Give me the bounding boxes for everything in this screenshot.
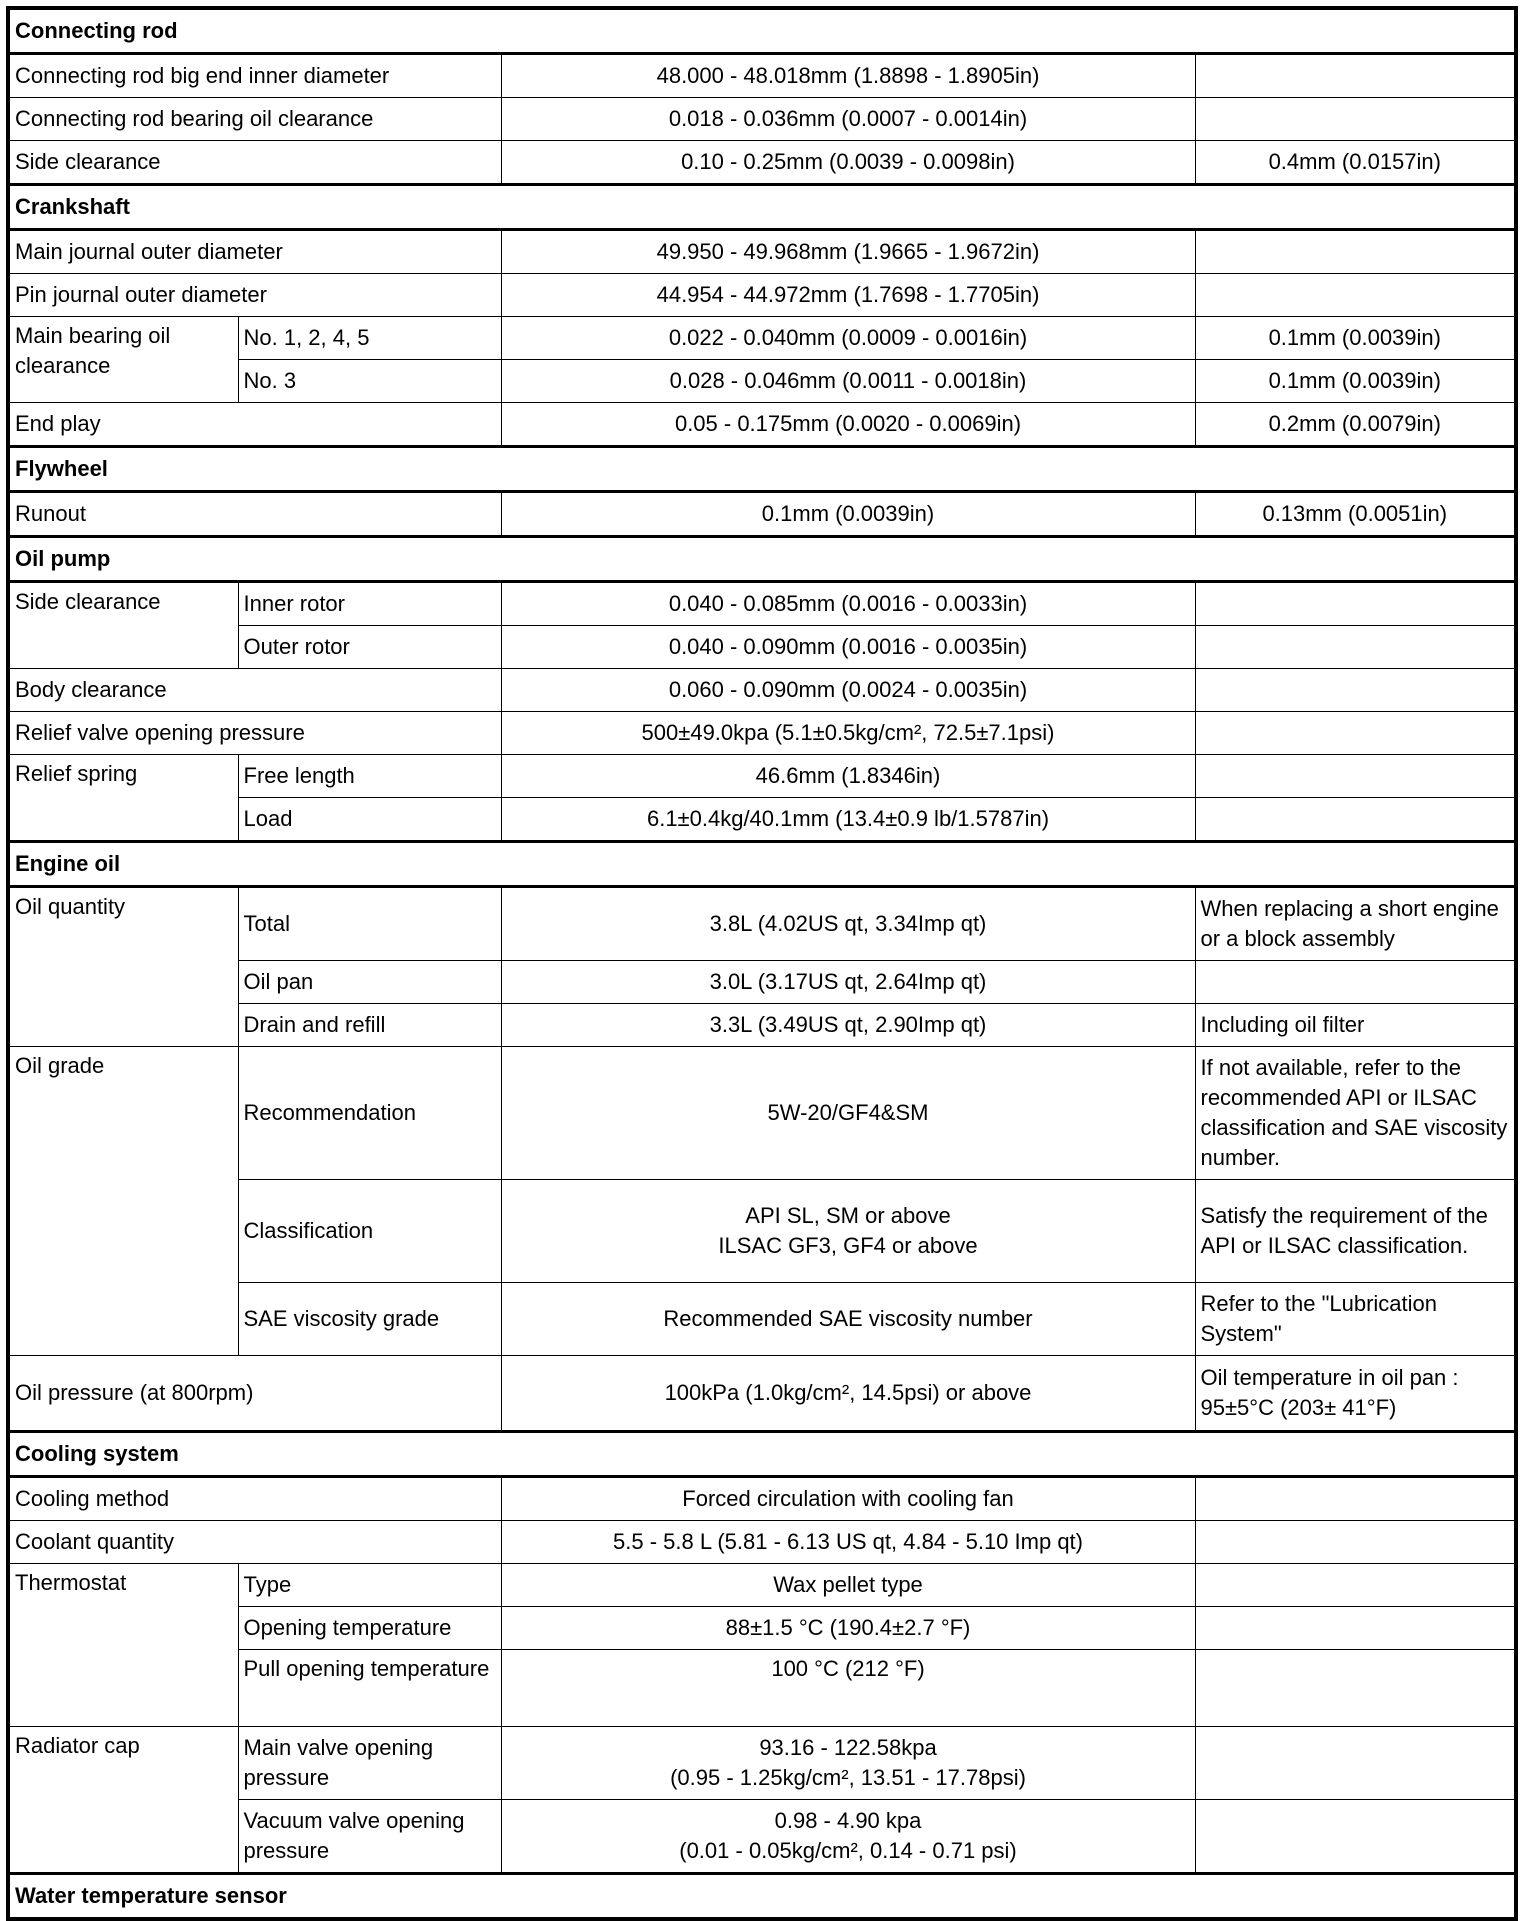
sub-label: Total <box>238 887 501 961</box>
spec-value: 0.1mm (0.0039in) <box>501 492 1195 537</box>
section-title: Cooling system <box>8 1432 1516 1477</box>
table-row <box>8 712 1516 755</box>
note <box>1195 1356 1516 1432</box>
spec-value: Recommended SAE viscosity number <box>501 1283 1195 1356</box>
spec-value: 0.018 - 0.036mm (0.0007 - 0.0014in) <box>501 98 1195 141</box>
table-row <box>8 54 1516 98</box>
section-oil-pump <box>8 537 1516 582</box>
limit-value <box>1195 798 1516 842</box>
limit-value <box>1195 274 1516 317</box>
note <box>1195 961 1516 1004</box>
spec-value: 0.040 - 0.085mm (0.0016 - 0.0033in) <box>501 582 1195 626</box>
limit-value <box>1195 669 1516 712</box>
sub-label: Recommendation <box>238 1047 501 1180</box>
spec-value <box>501 1727 1195 1800</box>
sub-label: Load <box>238 798 501 842</box>
section-crankshaft <box>8 185 1516 230</box>
sub-label: Outer rotor <box>238 626 501 669</box>
limit-value <box>1195 98 1516 141</box>
spec-value: 46.6mm (1.8346in) <box>501 755 1195 798</box>
section-title: Water temperature sensor <box>8 1874 1516 1920</box>
specification-table <box>6 6 1518 1921</box>
note: When replacing a short engine or a block assembly <box>1195 887 1516 961</box>
spec-value-line: 93.16 - 122.58kpa <box>759 1735 937 1760</box>
sub-label: Main valve opening pressure <box>238 1727 501 1800</box>
row-label: Connecting rod bearing oil clearance <box>8 98 501 141</box>
section-connecting-rod <box>8 8 1516 54</box>
row-label: Oil grade <box>8 1047 238 1356</box>
row-label: Side clearance <box>8 582 238 669</box>
spec-value: 5W-20/GF4&SM <box>501 1047 1195 1180</box>
sub-label: Opening temperature <box>238 1607 501 1650</box>
limit-value <box>1195 712 1516 755</box>
spec-value: 48.000 - 48.018mm (1.8898 - 1.8905in) <box>501 54 1195 98</box>
spec-value: 3.8L (4.02US qt, 3.34Imp qt) <box>501 887 1195 961</box>
section-flywheel <box>8 447 1516 492</box>
limit-value <box>1195 755 1516 798</box>
table-row <box>8 582 1516 626</box>
row-label: Main bearing oil clearance <box>8 317 238 403</box>
sub-label: No. 1, 2, 4, 5 <box>238 317 501 360</box>
limit-value: 0.13mm (0.0051in) <box>1195 492 1516 537</box>
spec-value: 49.950 - 49.968mm (1.9665 - 1.9672in) <box>501 230 1195 274</box>
table-row <box>8 141 1516 185</box>
sub-label: Free length <box>238 755 501 798</box>
section-title: Oil pump <box>8 537 1516 582</box>
row-label: Main journal outer diameter <box>8 230 501 274</box>
note: If not available, refer to the recommended API or ILSAC classification and SAE viscosity number. <box>1195 1047 1516 1180</box>
sub-label: No. 3 <box>238 360 501 403</box>
spec-value-line: ILSAC GF3, GF4 or above <box>718 1233 978 1258</box>
spec-value: 0.060 - 0.090mm (0.0024 - 0.0035in) <box>501 669 1195 712</box>
limit-value <box>1195 54 1516 98</box>
spec-value: 3.0L (3.17US qt, 2.64Imp qt) <box>501 961 1195 1004</box>
limit-value: 0.2mm (0.0079in) <box>1195 403 1516 447</box>
note <box>1195 1607 1516 1650</box>
spec-value: 0.05 - 0.175mm (0.0020 - 0.0069in) <box>501 403 1195 447</box>
table-row <box>8 669 1516 712</box>
note-line: Oil temperature in oil pan : <box>1200 1365 1459 1390</box>
note <box>1195 1650 1516 1727</box>
sub-label: Vacuum valve opening pressure <box>238 1800 501 1874</box>
sub-label: Drain and refill <box>238 1004 501 1047</box>
spec-value: 0.10 - 0.25mm (0.0039 - 0.0098in) <box>501 141 1195 185</box>
spec-value-line: API SL, SM or above <box>745 1203 951 1228</box>
row-label: End play <box>8 403 501 447</box>
section-title: Engine oil <box>8 842 1516 887</box>
section-cooling-system <box>8 1432 1516 1477</box>
row-label: Body clearance <box>8 669 501 712</box>
note: Refer to the "Lubrication System" <box>1195 1283 1516 1356</box>
sub-label: SAE viscosity grade <box>238 1283 501 1356</box>
table-row <box>8 492 1516 537</box>
row-label: Relief spring <box>8 755 238 842</box>
table-row <box>8 1564 1516 1607</box>
table-row <box>8 274 1516 317</box>
note <box>1195 1800 1516 1874</box>
note <box>1195 1564 1516 1607</box>
spec-value <box>501 1180 1195 1283</box>
table-row <box>8 1521 1516 1564</box>
table-row <box>8 1356 1516 1432</box>
spec-value: 100kPa (1.0kg/cm², 14.5psi) or above <box>501 1356 1195 1432</box>
spec-value <box>501 1800 1195 1874</box>
spec-value-line: (0.95 - 1.25kg/cm², 13.51 - 17.78psi) <box>670 1765 1026 1790</box>
row-label: Oil pressure (at 800rpm) <box>8 1356 501 1432</box>
table-row <box>8 1727 1516 1800</box>
row-label: Thermostat <box>8 1564 238 1727</box>
row-label: Relief valve opening pressure <box>8 712 501 755</box>
table-row <box>8 403 1516 447</box>
row-label: Oil quantity <box>8 887 238 1047</box>
row-label: Connecting rod big end inner diameter <box>8 54 501 98</box>
section-engine-oil <box>8 842 1516 887</box>
spec-value: Forced circulation with cooling fan <box>501 1477 1195 1521</box>
spec-value: 5.5 - 5.8 L (5.81 - 6.13 US qt, 4.84 - 5.10 Imp qt) <box>501 1521 1195 1564</box>
spec-value-line: (0.01 - 0.05kg/cm², 0.14 - 0.71 psi) <box>679 1838 1017 1863</box>
sub-label: Inner rotor <box>238 582 501 626</box>
note-line: 95±5°C (203± 41°F) <box>1200 1395 1397 1420</box>
table-row <box>8 1477 1516 1521</box>
note <box>1195 1477 1516 1521</box>
row-label: Runout <box>8 492 501 537</box>
section-water-temperature-sensor <box>8 1874 1516 1920</box>
table-row <box>8 1047 1516 1180</box>
section-title: Crankshaft <box>8 185 1516 230</box>
limit-value <box>1195 626 1516 669</box>
row-label: Radiator cap <box>8 1727 238 1874</box>
sub-label: Classification <box>238 1180 501 1283</box>
spec-value: 0.022 - 0.040mm (0.0009 - 0.0016in) <box>501 317 1195 360</box>
limit-value: 0.4mm (0.0157in) <box>1195 141 1516 185</box>
spec-value-line: 0.98 - 4.90 kpa <box>774 1808 922 1833</box>
sub-label: Oil pan <box>238 961 501 1004</box>
note: Including oil filter <box>1195 1004 1516 1047</box>
table-row <box>8 317 1516 360</box>
limit-value: 0.1mm (0.0039in) <box>1195 360 1516 403</box>
spec-value: 0.028 - 0.046mm (0.0011 - 0.0018in) <box>501 360 1195 403</box>
row-label: Cooling method <box>8 1477 501 1521</box>
spec-value: 500±49.0kpa (5.1±0.5kg/cm², 72.5±7.1psi) <box>501 712 1195 755</box>
sub-label: Pull opening temperature <box>238 1650 501 1727</box>
limit-value <box>1195 582 1516 626</box>
spec-value: Wax pellet type <box>501 1564 1195 1607</box>
table-row <box>8 887 1516 961</box>
row-label: Pin journal outer diameter <box>8 274 501 317</box>
limit-value: 0.1mm (0.0039in) <box>1195 317 1516 360</box>
row-label: Coolant quantity <box>8 1521 501 1564</box>
spec-value: 100 °C (212 °F) <box>501 1650 1195 1727</box>
section-title: Connecting rod <box>8 8 1516 54</box>
note <box>1195 1727 1516 1800</box>
spec-value: 44.954 - 44.972mm (1.7698 - 1.7705in) <box>501 274 1195 317</box>
table-row <box>8 230 1516 274</box>
table-row <box>8 755 1516 798</box>
spec-value: 6.1±0.4kg/40.1mm (13.4±0.9 lb/1.5787in) <box>501 798 1195 842</box>
spec-value: 0.040 - 0.090mm (0.0016 - 0.0035in) <box>501 626 1195 669</box>
spec-value: 3.3L (3.49US qt, 2.90Imp qt) <box>501 1004 1195 1047</box>
row-label: Side clearance <box>8 141 501 185</box>
spec-value: 88±1.5 °C (190.4±2.7 °F) <box>501 1607 1195 1650</box>
note: Satisfy the requirement of the API or ILSAC classification. <box>1195 1180 1516 1283</box>
note <box>1195 1521 1516 1564</box>
table-row <box>8 98 1516 141</box>
limit-value <box>1195 230 1516 274</box>
section-title: Flywheel <box>8 447 1516 492</box>
sub-label: Type <box>238 1564 501 1607</box>
